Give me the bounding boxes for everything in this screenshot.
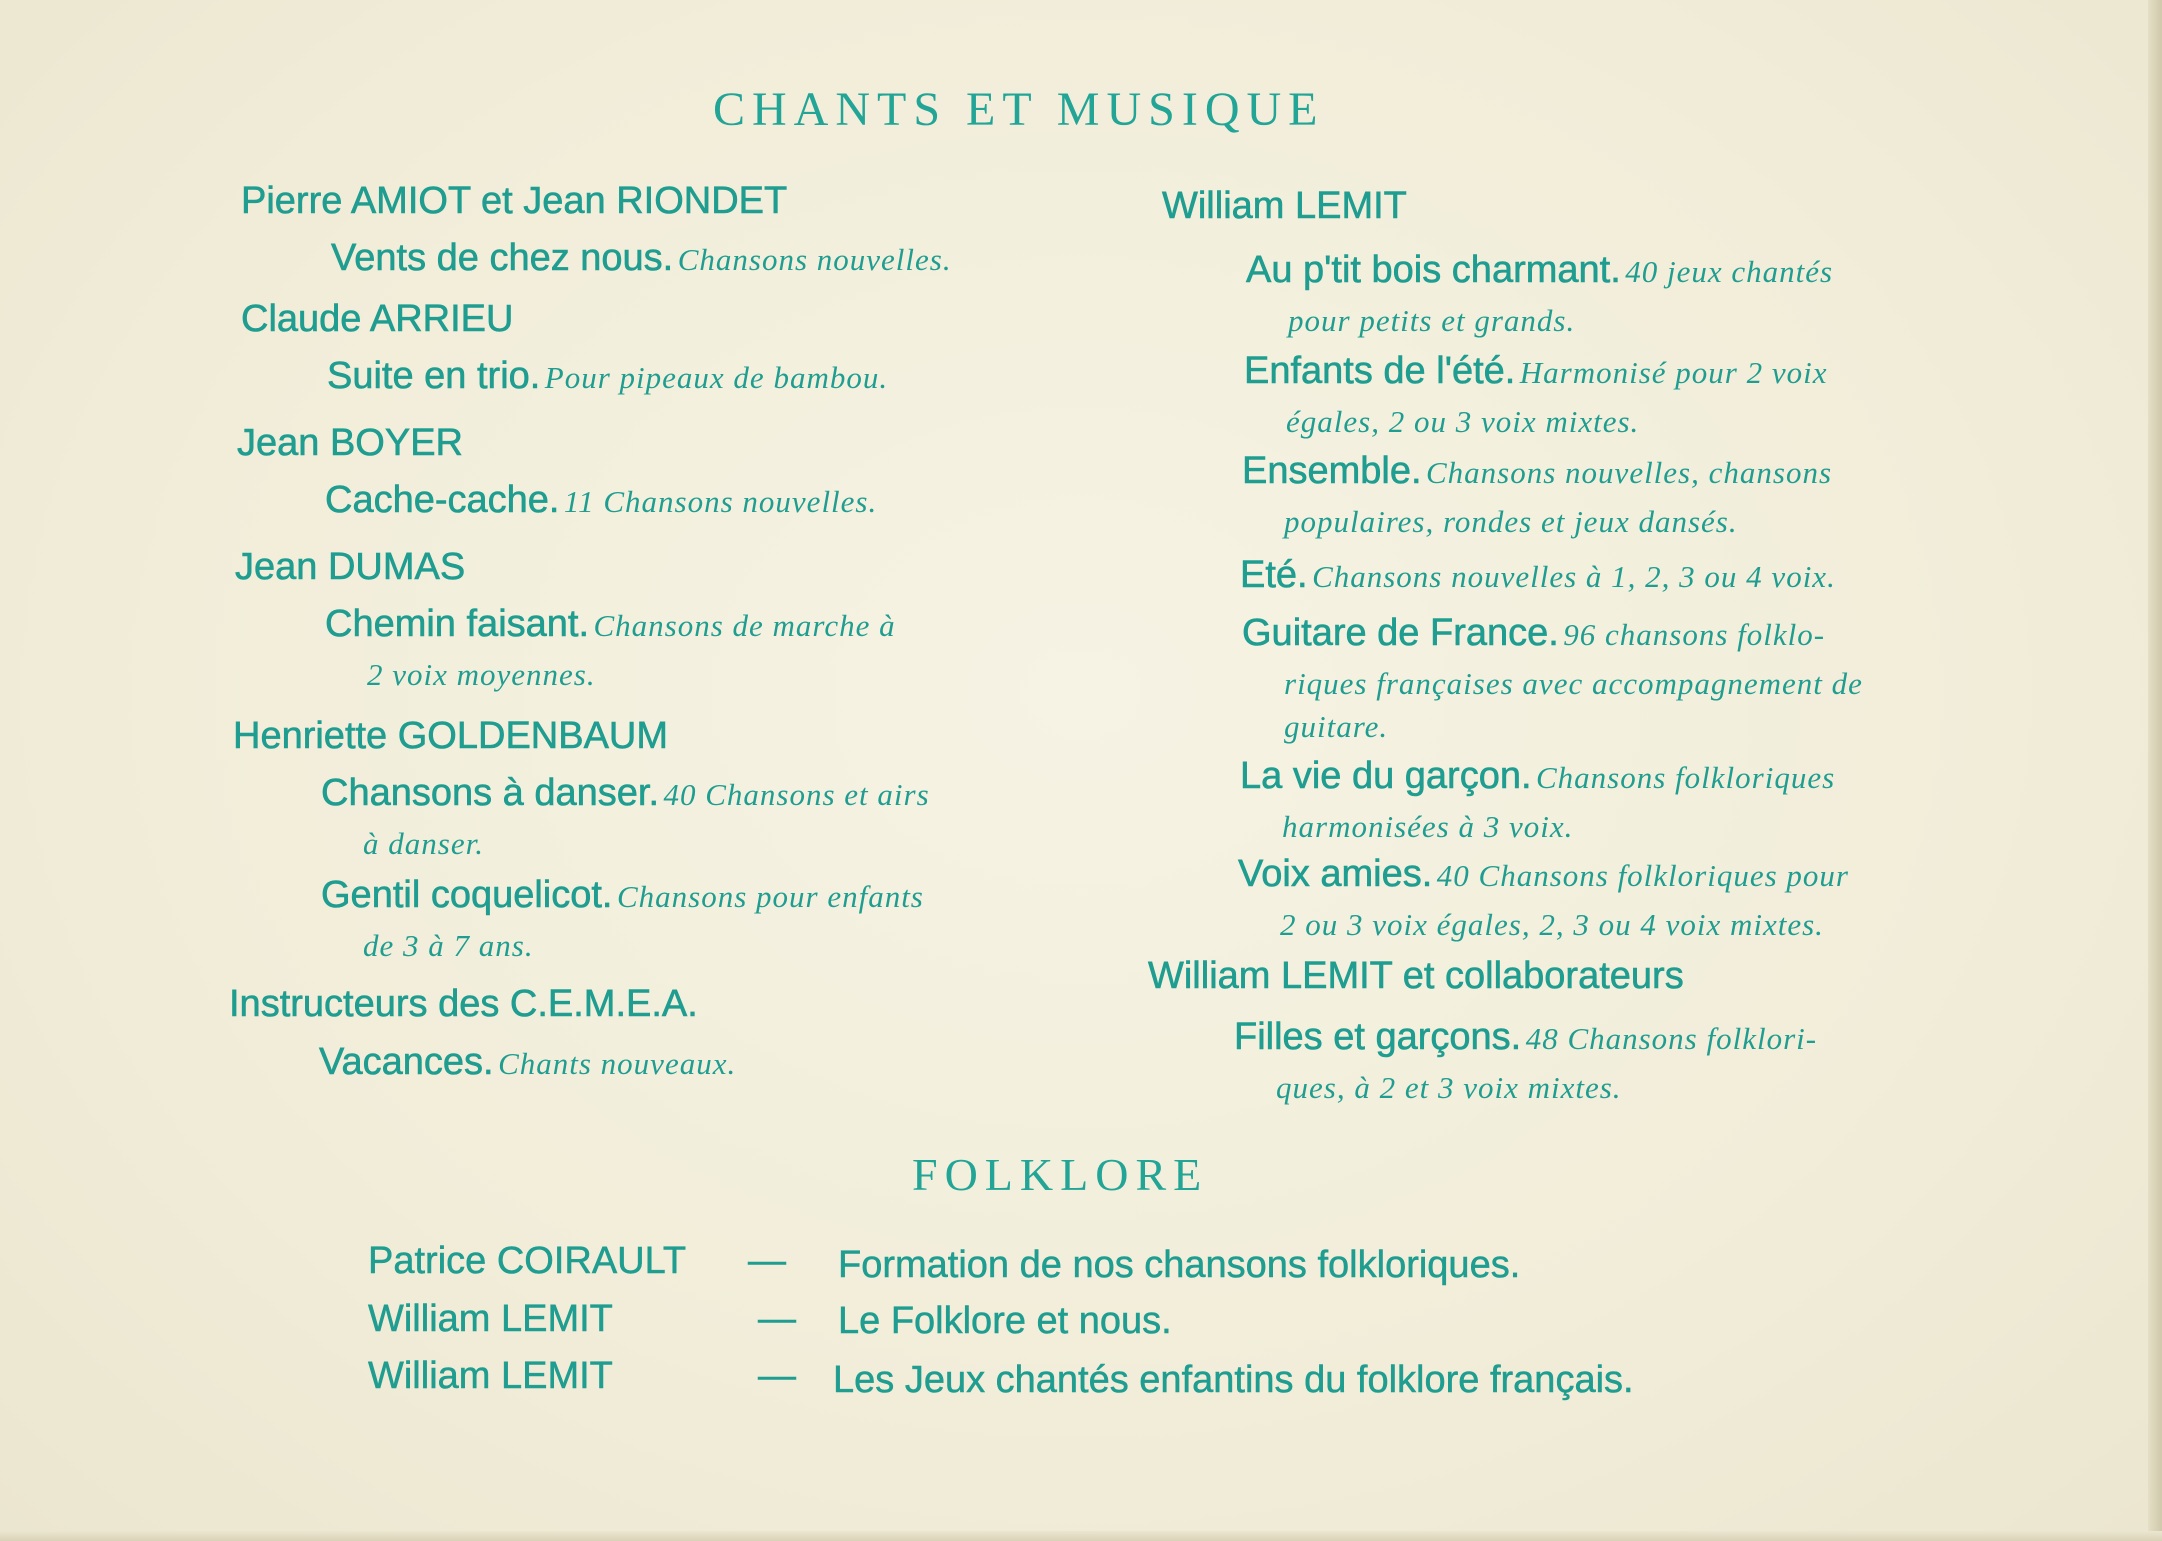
catalog-entry [321, 874, 1051, 967]
folklore-title: Les Jeux chantés enfantins du folklore français. [833, 1359, 1634, 1401]
catalog-entry [1240, 755, 2000, 848]
folklore-title: Le Folklore et nous. [838, 1300, 1172, 1342]
entry-description: 40 jeux chantés [1625, 254, 1834, 289]
entry-description-cont: 2 voix moyennes. [367, 657, 596, 692]
entry-title: Eté. [1240, 554, 1308, 596]
entry-description-cont: riques françaises avec accompagnement de [1284, 666, 1863, 701]
entry-title: La vie du garçon. [1240, 755, 1532, 797]
folklore-author: Patrice COIRAULT [368, 1240, 687, 1282]
entry-description: Chants nouveaux. [498, 1046, 737, 1081]
entry-description: Chansons folkloriques [1535, 760, 1836, 795]
author-heading: Henriette GOLDENBAUM [233, 715, 669, 757]
entry-description: 40 Chansons et airs [663, 777, 930, 812]
entry-description: 40 Chansons folkloriques pour [1436, 858, 1849, 893]
entry-title: Guitare de France. [1242, 612, 1559, 654]
entry-description-cont: guitare. [1284, 709, 1389, 744]
folklore-dash: — [748, 1240, 786, 1282]
catalog-entry [327, 355, 1047, 405]
author-heading: Instructeurs des C.E.M.E.A. [229, 983, 698, 1025]
entry-description: Chansons nouvelles, chansons [1426, 455, 1833, 490]
catalog-entry [1240, 554, 2000, 604]
folklore-author: William LEMIT [368, 1355, 613, 1397]
entry-title: Vents de chez nous. [331, 237, 674, 279]
author-heading: Pierre AMIOT et Jean RIONDET [241, 180, 788, 222]
entry-description: Chansons nouvelles à 1, 2, 3 ou 4 voix. [1312, 559, 1836, 594]
catalog-entry [319, 1041, 1049, 1091]
folklore-title: Formation de nos chansons folkloriques. [838, 1244, 1521, 1286]
entry-description: 48 Chansons folklori- [1525, 1021, 1818, 1056]
author-heading: Jean DUMAS [235, 546, 466, 588]
entry-title: Chemin faisant. [325, 603, 590, 645]
entry-description-cont: 2 ou 3 voix égales, 2, 3 ou 4 voix mixtes. [1280, 907, 1824, 942]
page-edge [0, 1531, 2162, 1541]
entry-description: Chansons de marche à [593, 608, 896, 643]
catalog-entry [1242, 612, 2002, 748]
catalog-entry [1238, 853, 2008, 946]
section-heading-folklore: FOLKLORE [912, 1149, 1209, 1200]
entry-title: Suite en trio. [327, 355, 541, 397]
catalog-entry [325, 603, 1055, 696]
entry-title: Gentil coquelicot. [321, 874, 613, 916]
entry-title: Ensemble. [1242, 450, 1422, 492]
folklore-dash: — [758, 1298, 796, 1340]
catalog-entry [331, 237, 1051, 287]
entry-description-cont: harmonisées à 3 voix. [1282, 809, 1574, 844]
entry-description-cont: ques, à 2 et 3 voix mixtes. [1276, 1070, 1622, 1105]
entry-title: Vacances. [319, 1041, 494, 1083]
entry-title: Cache-cache. [325, 479, 560, 521]
folklore-author: William LEMIT [368, 1298, 613, 1340]
entry-description: Chansons pour enfants [616, 879, 924, 914]
author-heading: William LEMIT et collaborateurs [1148, 955, 1684, 997]
entry-description-cont: à danser. [363, 826, 484, 861]
catalog-entry [325, 479, 1045, 529]
entry-title: Au p'tit bois charmant. [1246, 249, 1621, 291]
entry-description: 96 chansons folklo- [1563, 617, 1826, 652]
catalog-entry [321, 772, 1051, 865]
entry-title: Filles et garçons. [1234, 1016, 1522, 1058]
entry-description: Chansons nouvelles. [677, 242, 952, 277]
entry-title: Enfants de l'été. [1244, 350, 1516, 392]
author-heading: Claude ARRIEU [241, 298, 514, 340]
catalog-entry [1246, 249, 1996, 342]
author-heading: Jean BOYER [237, 422, 463, 464]
entry-description-cont: de 3 à 7 ans. [363, 928, 534, 963]
author-heading: William LEMIT [1162, 185, 1407, 227]
entry-description: Harmonisé pour 2 voix [1519, 355, 1828, 390]
page-edge [2148, 0, 2162, 1541]
entry-description: 11 Chansons nouvelles. [563, 484, 878, 519]
entry-description-cont: égales, 2 ou 3 voix mixtes. [1286, 404, 1640, 439]
entry-description-cont: pour petits et grands. [1288, 303, 1576, 338]
folklore-dash: — [758, 1355, 796, 1397]
catalog-entry [1234, 1016, 2004, 1109]
entry-title: Voix amies. [1238, 853, 1433, 895]
entry-title: Chansons à danser. [321, 772, 660, 814]
entry-description: Pour pipeaux de bambou. [544, 360, 889, 395]
section-heading-chants: CHANTS ET MUSIQUE [713, 83, 1325, 136]
catalog-entry [1242, 450, 2002, 543]
catalog-entry [1244, 350, 1994, 443]
entry-description-cont: populaires, rondes et jeux dansés. [1284, 504, 1738, 539]
